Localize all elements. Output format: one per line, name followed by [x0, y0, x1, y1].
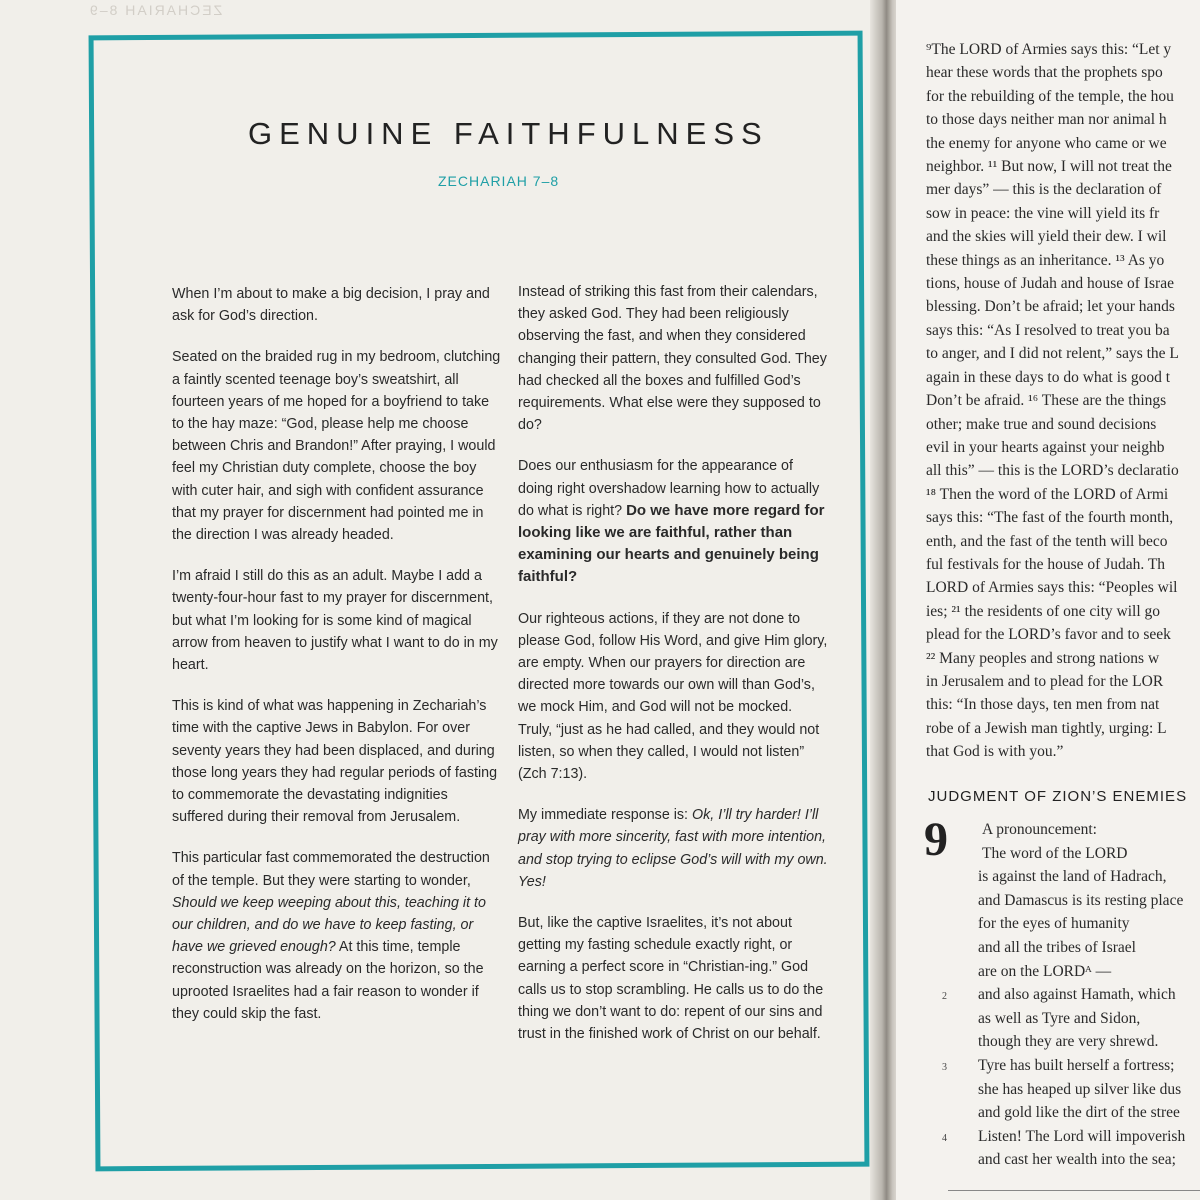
mirrored-header: ZECHARIAH 8–9 — [88, 2, 223, 18]
poetry-text: and cast her wealth into the sea; — [978, 1151, 1176, 1169]
text-run: This particular fast commemorated the destruction of the temple. But they were starting to wonder, — [172, 850, 490, 889]
paragraph: This is kind of what was happening in Zechariah’s time with the captive Jews in Babylon. For over seventy years they had been displaced, and during those long years they had regular periods of fasting to commemorate the devastating indignities suffered during their removal from Jerusalem. — [172, 698, 498, 826]
scripture-line: all this” — this is the LORD’s declaratio — [926, 462, 1179, 480]
poetry-text: and all the tribes of Israel — [978, 938, 1136, 956]
paragraph — [518, 804, 828, 893]
italic-response: Ok, I’ll try harder! I’ll pray with more sincerity, fast with more intention, and stop trying to eclipse God’s will with my own. Yes! — [518, 807, 828, 890]
verse-number: 4 — [942, 1132, 947, 1144]
italic-question: Should we keep weeping about this, teaching it to our children, and do we have to keep fasting, or have we grieved enough? — [172, 894, 486, 956]
poetry-line — [936, 1078, 1200, 1102]
scripture-line: and the skies will yield their dew. I wil — [926, 228, 1167, 246]
poetry-text: as well as Tyre and Sidon, — [978, 1009, 1141, 1027]
scripture-line: other; make true and sound decisions — [926, 415, 1157, 433]
scripture-line: plead for the LORD’s favor and to seek — [926, 626, 1171, 644]
scripture-line: ies; ²¹ the residents of one city will go — [926, 602, 1160, 620]
poetry-line — [936, 889, 1200, 913]
paragraph: But, like the captive Israelites, it’s not about getting my fasting schedule exactly right, or earning a perfect score in “Christian-ing.” God calls us to stop scrambling. He calls us to do the thing we don’t want to do: repent of our sins and trust in the finished work of Christ on our behalf. — [518, 915, 824, 1043]
poetry-text: Listen! The Lord will impoverish — [978, 1127, 1186, 1145]
scripture-line: sow in peace: the vine will yield its fr — [926, 204, 1160, 222]
scripture-line: ²² Many peoples and strong nations w — [926, 649, 1160, 667]
poetry-text: are on the LORDᴬ — — [978, 962, 1112, 980]
scripture-line: for the rebuilding of the temple, the hou — [926, 87, 1174, 105]
poetry-text: is against the land of Hadrach, — [978, 868, 1167, 886]
scripture-line: ¹⁸ Then the word of the LORD of Armi — [926, 485, 1169, 503]
poetry-line — [936, 865, 1200, 889]
devotional-title: GENUINE FAITHFULNESS — [248, 116, 769, 151]
text-run: At this time, temple reconstruction was already on the horizon, so the uprooted Israelites had a fair reason to wonder if they could skip the fast. — [172, 939, 484, 1022]
footnote-rule — [948, 1190, 1200, 1191]
poetry-text: and gold like the dirt of the stree — [978, 1104, 1180, 1122]
poetry-text: Tyre has built herself a fortress; — [978, 1056, 1175, 1074]
verse-number: 3 — [942, 1061, 947, 1073]
scripture-text — [926, 38, 1200, 764]
poetry-line — [936, 818, 1200, 842]
scripture-line: ful festivals for the house of Judah. Th — [926, 555, 1166, 573]
scripture-line: blessing. Don’t be afraid; let your hands — [926, 298, 1175, 316]
scripture-line: that God is with you.” — [926, 743, 1064, 761]
poetry-text: though they are very shrewd. — [978, 1033, 1159, 1051]
scripture-line: again in these days to do what is good t — [926, 368, 1171, 386]
poetry-text: she has heaped up silver like dus — [978, 1080, 1182, 1098]
scripture-line: evil in your hearts against your neighb — [926, 438, 1165, 456]
scripture-line: ⁹The LORD of Armies says this: “Let y — [926, 41, 1172, 58]
poetry-line — [936, 912, 1200, 936]
poetry-line — [936, 1030, 1200, 1054]
text-run: Does our enthusiasm for the appearance of doing right overshadow learning how to actually do what is right? — [518, 458, 820, 519]
scripture-line: mer days” — this is the declaration of — [926, 181, 1162, 199]
scripture-line: these things as an inheritance. ¹³ As yo — [926, 251, 1165, 269]
paragraph: Instead of striking this fast from their calendars, they asked God. They had been religiously observing the fast, and when they considered changing their pattern, they consulted God. They had checked all the boxes and fulfilled God’s requirements. What else were they supposed to do? — [518, 284, 827, 434]
scripture-line: to those days neither man nor animal h — [926, 111, 1167, 129]
poetry-text: A pronouncement: — [982, 821, 1097, 838]
scripture-line: says this: “The fast of the fourth month, — [926, 509, 1174, 527]
scripture-line: robe of a Jewish man tightly, urging: L — [926, 719, 1167, 737]
poetry-line — [936, 936, 1200, 960]
poetry-text: The word of the LORD — [982, 844, 1128, 862]
poetry-text: and also against Hamath, which — [978, 986, 1176, 1004]
paragraph: I’m afraid I still do this as an adult. Maybe I add a twenty-four-hour fast to my prayer for discernment, but what I’m looking for is some kind of magical arrow from heaven to justify what I want to do in my heart. — [172, 568, 498, 674]
scripture-line: in Jerusalem and to plead for the LOR — [926, 672, 1164, 690]
poetry-line — [936, 1101, 1200, 1125]
poetry-block — [936, 818, 1200, 1172]
poetry-line — [936, 1054, 1200, 1078]
scripture-line: hear these words that the prophets spo — [926, 64, 1163, 82]
scripture-line: neighbor. ¹¹ But now, I will not treat the — [926, 158, 1172, 176]
paragraph — [518, 455, 828, 588]
scripture-line: this: “In those days, ten men from nat — [926, 696, 1160, 714]
poetry-text: for the eyes of humanity — [978, 915, 1130, 933]
devotional-column-2 — [518, 281, 828, 1064]
text-run: My immediate response is: — [518, 807, 693, 824]
scripture-line: LORD of Armies says this: “Peoples wil — [926, 579, 1178, 597]
paragraph: When I’m about to make a big decision, I pray and ask for God’s direction. — [172, 286, 490, 325]
scripture-line: to anger, and I did not relent,” says the L — [926, 345, 1179, 363]
poetry-text: and Damascus is its resting place — [978, 891, 1184, 909]
scripture-line: the enemy for anyone who came or we — [926, 134, 1167, 152]
right-page — [896, 0, 1200, 1200]
bold-question: Do we have more regard for looking like we are faithful, rather than examining our hearts and genuinely being faithful? — [518, 501, 825, 586]
chapter-number: 9 — [924, 813, 948, 866]
verse-number: 2 — [942, 991, 947, 1003]
devotional-column-1 — [172, 283, 502, 1044]
poetry-line — [936, 983, 1200, 1007]
poetry-line — [936, 1148, 1200, 1172]
poetry-line — [936, 1007, 1200, 1031]
scripture-line: tions, house of Judah and house of Israe — [926, 275, 1174, 293]
scripture-line: enth, and the fast of the tenth will beco — [926, 532, 1168, 550]
paragraph: Seated on the braided rug in my bedroom, clutching a faintly scented teenage boy’s sweatshirt, all fourteen years of me hoped for a boyfriend to take to the hay maze: “God, please help me choose between Chris and Brandon!” After praying, I would feel my Christian duty complete, choose the boy with cuter hair, and sigh with confident assurance that my prayer for discernment had pointed me in the direction I was already headed. — [172, 349, 501, 544]
paragraph — [172, 847, 502, 1025]
scripture-line: says this: “As I resolved to treat you ba — [926, 321, 1170, 339]
poetry-line — [936, 960, 1200, 984]
poetry-line — [936, 842, 1200, 866]
section-heading: JUDGMENT OF ZION’S ENEMIES — [928, 788, 1188, 805]
poetry-line — [936, 1125, 1200, 1149]
scripture-line: Don’t be afraid. ¹⁶ These are the things — [926, 392, 1167, 410]
paragraph: Our righteous actions, if they are not done to please God, follow His Word, and give Him glory, are empty. When our prayers for direction are directed more towards our own will than God’s, we mock Him, and God will not be mocked. Truly, “just as he had called, and they would not listen, so when they called, I would not listen” (Zch 7:13). — [518, 610, 828, 783]
scripture-reference: ZECHARIAH 7–8 — [438, 173, 560, 189]
